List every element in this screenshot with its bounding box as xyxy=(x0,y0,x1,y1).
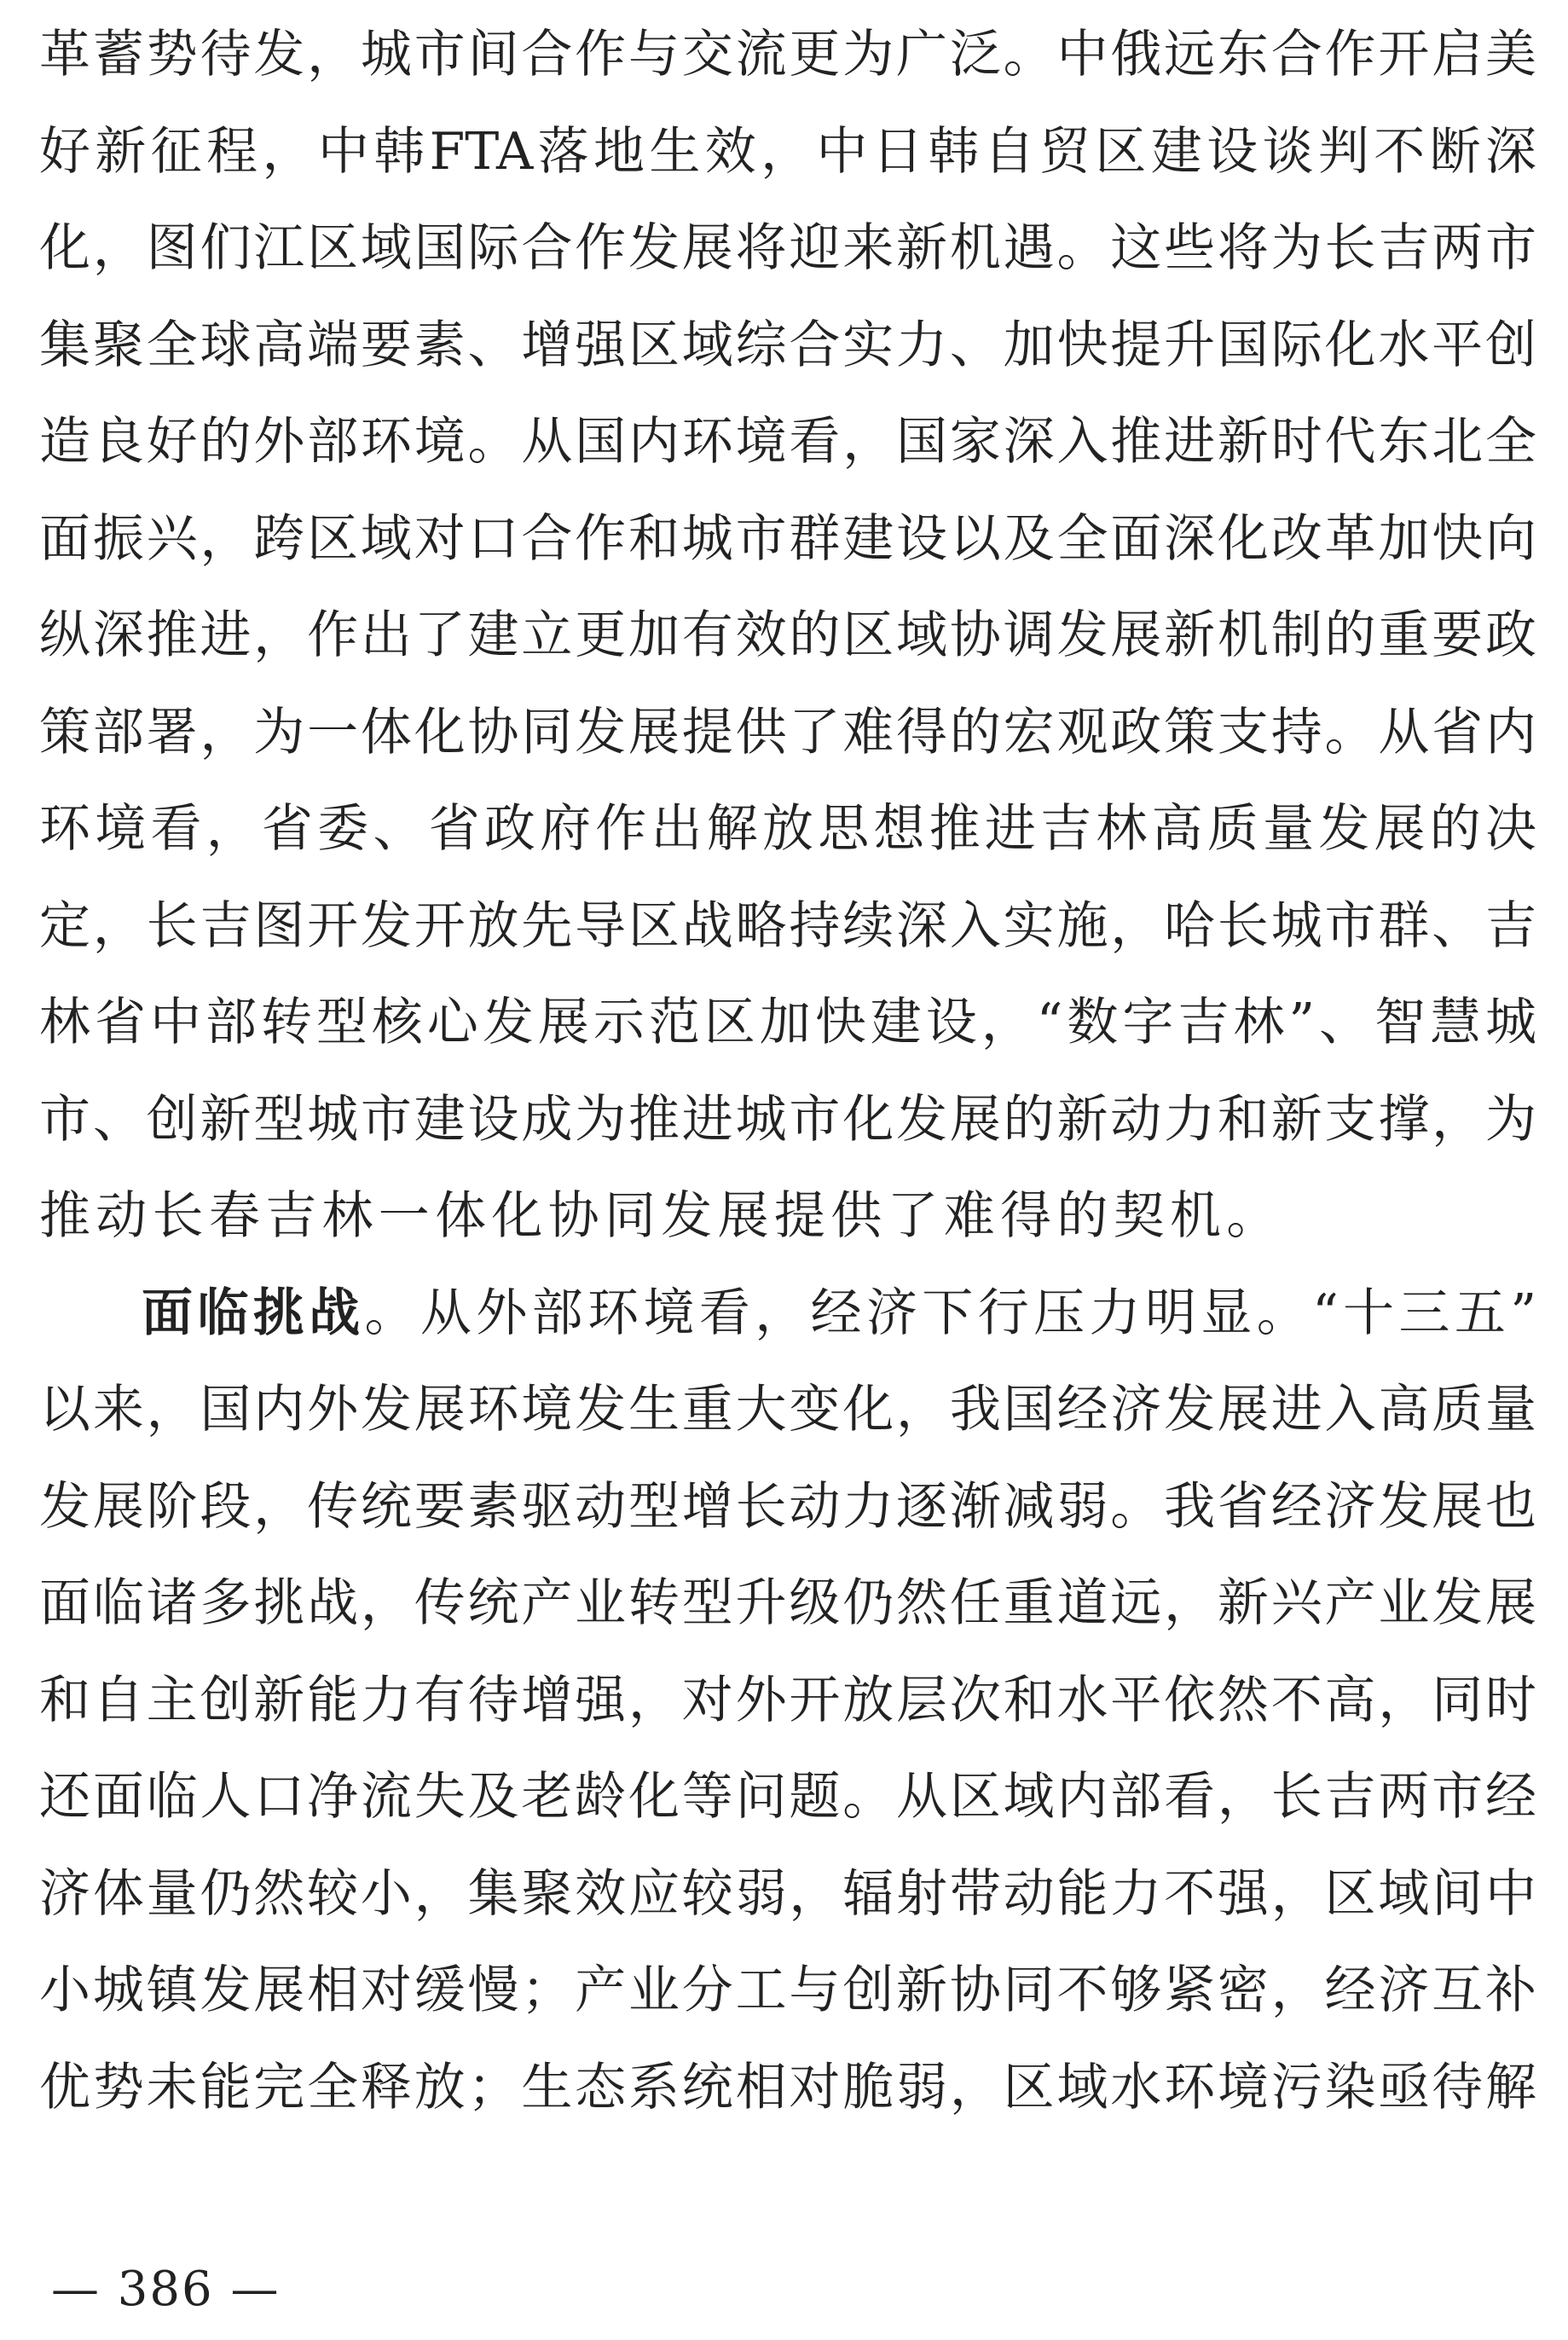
paragraph-line: 环境看，省委、省政府作出解放思想推进吉林高质量发展的决 xyxy=(39,799,1536,859)
paragraph-line-text: 。从外部环境看，经济下行压力明显。“十三五” xyxy=(364,1283,1536,1343)
paragraph-line: 和自主创新能力有待增强，对外开放层次和水平依然不高，同时 xyxy=(39,1670,1536,1730)
paragraph-line: 好新征程，中韩FTA落地生效，中日韩自贸区建设谈判不断深 xyxy=(39,121,1536,182)
paragraph-line: 面振兴，跨区域对口合作和城市群建设以及全面深化改革加快向 xyxy=(39,508,1536,569)
paragraph-line: 定，长吉图开发开放先导区战略持续深入实施，哈长城市群、吉 xyxy=(39,895,1536,956)
paragraph-line: 小城镇发展相对缓慢；产业分工与创新协同不够紧密，经济互补 xyxy=(39,1961,1536,2020)
paragraph-line: 林省中部转型核心发展示范区加快建设，“数字吉林”、智慧城 xyxy=(39,993,1536,1052)
paragraph-line: 还面临人口净流失及老龄化等问题。从区域内部看，长吉两市经 xyxy=(39,1767,1536,1827)
paragraph-line: 优势未能完全释放；生态系统相对脆弱，区域水环境污染亟待解 xyxy=(39,2057,1536,2117)
paragraph-line: 化，图们江区域国际合作发展将迎来新机遇。这些将为长吉两市 xyxy=(39,218,1536,278)
paragraph-line: 济体量仍然较小，集聚效应较弱，辐射带动能力不强，区域间中 xyxy=(39,1863,1536,1924)
paragraph-line: 策部署，为一体化协同发展提供了难得的宏观政策支持。从省内 xyxy=(39,702,1536,762)
page-number: — 386 — xyxy=(51,2262,281,2317)
paragraph-line: 面临诸多挑战，传统产业转型升级仍然任重道远，新兴产业发展 xyxy=(39,1573,1536,1633)
paragraph-first-line xyxy=(39,1266,1536,1363)
paragraph-line: 发展阶段，传统要素驱动型增长动力逐渐减弱。我省经济发展也 xyxy=(39,1476,1536,1537)
paragraph-heading: 面临挑战 xyxy=(142,1283,365,1343)
paragraph-line: 推动长春吉林一体化协同发展提供了难得的契机。 xyxy=(39,1186,1283,1246)
paragraph-line: 以来，国内外发展环境发生重大变化，我国经济发展进入高质量 xyxy=(39,1380,1536,1439)
body-text xyxy=(39,7,1536,2136)
paragraph-line: 集聚全球高端要素、增强区域综合实力、加快提升国际化水平创 xyxy=(39,315,1536,375)
paragraph-line: 纵深推进，作出了建立更加有效的区域协调发展新机制的重要政 xyxy=(39,605,1536,665)
paragraph-line: 造良好的外部环境。从国内环境看，国家深入推进新时代东北全 xyxy=(39,412,1536,472)
paragraph-line: 市、创新型城市建设成为推进城市化发展的新动力和新支撑，为 xyxy=(39,1089,1536,1150)
paragraph-line: 革蓄势待发，城市间合作与交流更为广泛。中俄远东合作开启美 xyxy=(39,25,1536,84)
